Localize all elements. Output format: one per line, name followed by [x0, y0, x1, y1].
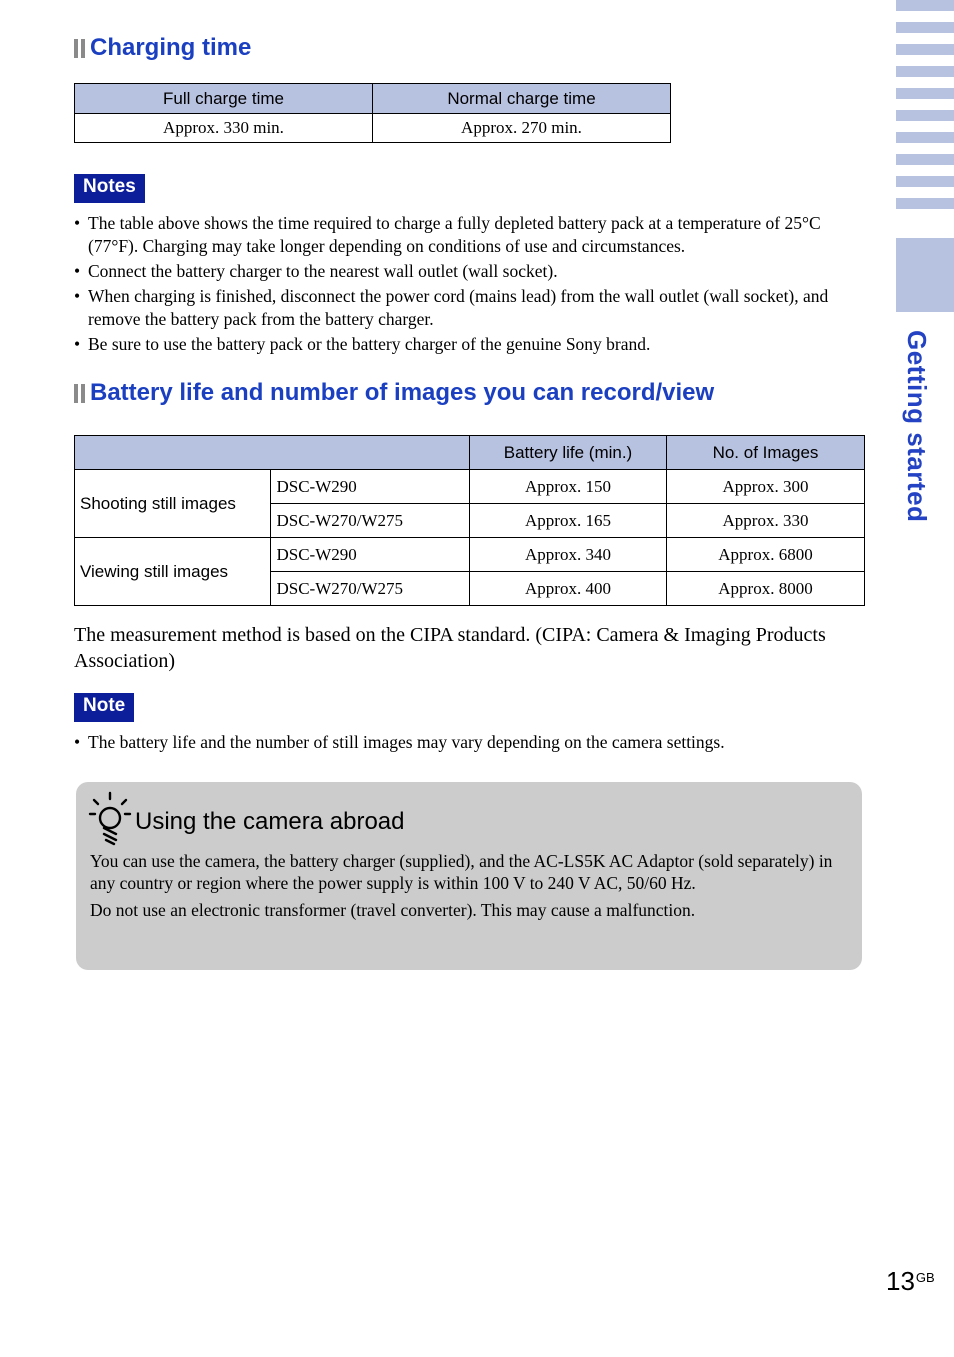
notes-list: [74, 212, 869, 358]
note-item: • The battery life and the number of still images may vary depending on the camera settings.: [74, 732, 725, 752]
battery-header-life: Battery life (min.): [470, 436, 667, 470]
tip-box: [76, 782, 862, 970]
notes-label: Notes: [74, 174, 145, 203]
model-cell: DSC-W270/W275: [271, 572, 470, 606]
tip-paragraph: Do not use an electronic transformer (travel converter). This may cause a malfunction.: [90, 900, 696, 920]
table-row: [75, 470, 865, 504]
note-label: Note: [74, 693, 134, 722]
life-cell: Approx. 150: [470, 470, 667, 504]
model-cell: DSC-W290: [271, 470, 470, 504]
notes-item: • The table above shows the time required to charge a fully depleted battery pack at a temperature of 25°C (77°F). Charging may take longer depending on conditions of use and circumstances.: [74, 213, 821, 256]
images-cell: Approx. 330: [667, 504, 865, 538]
model-cell: DSC-W270/W275: [271, 504, 470, 538]
notes-item: • Be sure to use the battery pack or the battery charger of the genuine Sony brand.: [74, 334, 651, 354]
notes-item: • Connect the battery charger to the nearest wall outlet (wall socket).: [74, 261, 558, 281]
life-cell: Approx. 400: [470, 572, 667, 606]
battery-header-images: No. of Images: [667, 436, 865, 470]
charging-header-normal: Normal charge time: [373, 84, 671, 114]
battery-heading-text: Battery life and number of images you can record/view: [90, 379, 715, 406]
life-cell: Approx. 165: [470, 504, 667, 538]
battery-header-blank: [75, 436, 470, 470]
charging-value-normal: Approx. 270 min.: [373, 114, 671, 143]
side-tab-active-block: [896, 238, 954, 312]
group-label-shooting: Shooting still images: [75, 470, 271, 538]
charging-heading-text: Charging time: [90, 34, 252, 61]
tip-body: [90, 850, 840, 926]
battery-heading: [74, 379, 714, 407]
images-cell: Approx. 8000: [667, 572, 865, 606]
page-number: $13^{GB}$: [886, 1266, 935, 1296]
note-list: [74, 731, 869, 756]
images-cell: Approx. 300: [667, 470, 865, 504]
charging-heading: [74, 34, 251, 62]
charging-value-full: Approx. 330 min.: [75, 114, 373, 143]
table-row: [75, 538, 865, 572]
lightbulb-hint-icon: [88, 790, 134, 851]
tip-paragraph: You can use the camera, the battery charger (supplied), and the AC-LS5K AC Adaptor (sold separately) in any country or region where the power supply is within 100 V to 240 V AC, 50/60 Hz.: [90, 851, 833, 893]
tip-title: Using the camera abroad: [135, 808, 405, 835]
group-label-viewing: Viewing still images: [75, 538, 271, 606]
model-cell: DSC-W290: [271, 538, 470, 572]
measurement-text: The measurement method is based on the CIPA standard. (CIPA: Camera & Imaging Products Association): [74, 624, 826, 672]
charging-header-full: Full charge time: [75, 84, 373, 114]
battery-table: [74, 435, 865, 606]
section-marker-icon: [74, 39, 85, 58]
side-tab-label[interactable]: Getting started: [902, 330, 932, 523]
images-cell: Approx. 6800: [667, 538, 865, 572]
page-suffix: GB: [915, 1270, 935, 1285]
section-marker-icon: [74, 384, 85, 403]
life-cell: Approx. 340: [470, 538, 667, 572]
charging-table: [74, 83, 671, 143]
notes-item: • When charging is finished, disconnect the power cord (mains lead) from the wall outlet (wall socket), and remove the battery pack from the battery charger.: [74, 286, 829, 329]
side-tab-stripes: [896, 0, 954, 220]
